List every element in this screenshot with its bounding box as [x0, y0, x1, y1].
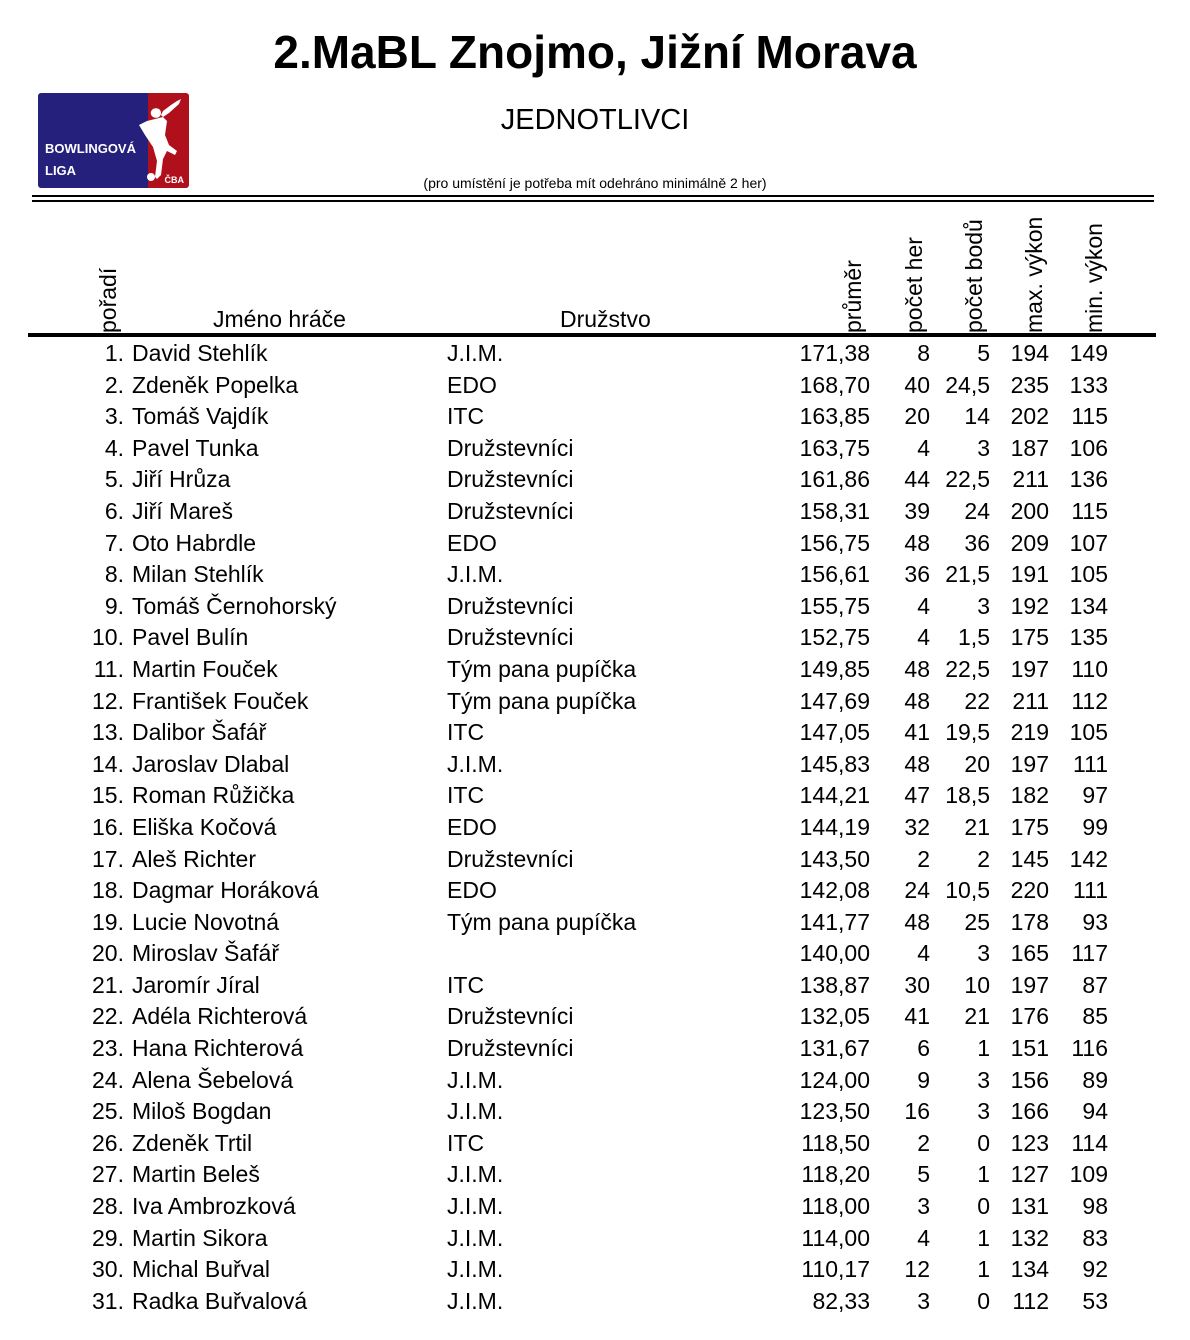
- points-cell: 22,5: [945, 655, 990, 682]
- points-cell: 22,5: [945, 466, 990, 493]
- points-cell: 18,5: [945, 782, 990, 809]
- rank-cell: 19.: [92, 908, 124, 935]
- team-cell: Družstevníci: [447, 845, 574, 872]
- min-score-cell: 111: [1073, 877, 1108, 904]
- max-score-cell: 123: [1010, 1129, 1049, 1156]
- team-cell: Tým pana pupíčka: [447, 908, 637, 935]
- team-cell: Družstevníci: [447, 1035, 574, 1062]
- average-cell: 156,75: [799, 529, 870, 556]
- rank-cell: 16.: [92, 813, 124, 840]
- games-cell: 48: [904, 529, 930, 556]
- table-row: [0, 844, 1190, 876]
- team-cell: Družstevníci: [447, 592, 574, 619]
- points-cell: 3: [977, 434, 990, 461]
- points-cell: 24,5: [945, 371, 990, 398]
- max-score-cell: 197: [1010, 750, 1049, 777]
- points-cell: 0: [977, 1193, 990, 1220]
- player-name-cell: Oto Habrdle: [132, 529, 257, 556]
- min-score-cell: 112: [1071, 687, 1108, 714]
- header-double-rule: [32, 195, 1154, 202]
- page-subtitle: JEDNOTLIVCI: [500, 104, 690, 136]
- min-score-cell: 97: [1082, 782, 1108, 809]
- player-name-cell: Aleš Richter: [132, 845, 256, 872]
- average-cell: 143,50: [799, 845, 870, 872]
- player-name-cell: Radka Buřvalová: [132, 1287, 308, 1314]
- player-name-cell: Jiří Hrůza: [132, 466, 231, 493]
- table-row: [0, 1223, 1190, 1255]
- max-score-cell: 127: [1010, 1161, 1049, 1188]
- player-name-cell: Tomáš Vajdík: [132, 403, 269, 430]
- table-row: [0, 749, 1190, 781]
- table-row: [0, 875, 1190, 907]
- rank-cell: 7.: [104, 529, 124, 556]
- points-cell: 36: [964, 529, 990, 556]
- average-cell: 114,00: [801, 1224, 870, 1251]
- points-cell: 3: [977, 592, 990, 619]
- player-name-cell: Dagmar Horáková: [132, 877, 319, 904]
- player-name-cell: František Fouček: [132, 687, 309, 714]
- player-name-cell: Dalibor Šafář: [132, 719, 267, 746]
- min-score-cell: 116: [1071, 1035, 1108, 1062]
- rank-cell: 18.: [92, 877, 124, 904]
- rank-cell: 22.: [92, 1003, 124, 1030]
- games-cell: 3: [917, 1287, 930, 1314]
- points-cell: 0: [977, 1287, 990, 1314]
- games-cell: 4: [917, 624, 930, 651]
- col-header-rank: pořadí: [95, 267, 121, 333]
- table-row: [0, 907, 1190, 939]
- max-score-cell: 112: [1012, 1287, 1049, 1314]
- rank-cell: 15.: [92, 782, 124, 809]
- team-cell: J.I.M.: [447, 340, 504, 366]
- team-cell: J.I.M.: [447, 750, 504, 777]
- player-name-cell: Jaroslav Dlabal: [132, 750, 290, 777]
- min-score-cell: 87: [1082, 971, 1108, 998]
- games-cell: 40: [904, 371, 930, 398]
- col-header-team: Družstvo: [560, 306, 651, 332]
- col-header-average: průměr: [840, 260, 866, 333]
- team-cell: Tým pana pupíčka: [447, 655, 637, 682]
- min-score-cell: 83: [1082, 1224, 1108, 1251]
- points-cell: 1: [977, 1161, 990, 1188]
- table-row: [0, 1001, 1190, 1033]
- games-cell: 47: [904, 782, 930, 809]
- rank-cell: 8.: [104, 561, 124, 588]
- table-row: [0, 1191, 1190, 1223]
- team-cell: J.I.M.: [447, 1224, 504, 1251]
- min-score-cell: 114: [1071, 1129, 1108, 1156]
- max-score-cell: 220: [1010, 877, 1049, 904]
- max-score-cell: 134: [1010, 1256, 1049, 1283]
- average-cell: 163,75: [799, 434, 870, 461]
- min-score-cell: 111: [1073, 750, 1108, 777]
- min-score-cell: 134: [1069, 592, 1108, 619]
- max-score-cell: 202: [1010, 403, 1049, 430]
- team-cell: EDO: [447, 877, 497, 904]
- team-cell: ITC: [447, 971, 485, 998]
- min-score-cell: 115: [1071, 403, 1108, 430]
- team-cell: ITC: [447, 403, 485, 430]
- games-cell: 2: [917, 845, 930, 872]
- average-cell: 110,17: [801, 1256, 870, 1283]
- player-name-cell: Eliška Kočová: [132, 813, 277, 840]
- max-score-cell: 187: [1010, 434, 1049, 461]
- table-row: [0, 654, 1190, 686]
- games-cell: 12: [904, 1256, 930, 1283]
- min-score-cell: 110: [1071, 655, 1108, 682]
- player-name-cell: Pavel Tunka: [132, 434, 259, 461]
- points-cell: 21: [964, 1003, 990, 1030]
- max-score-cell: 209: [1010, 529, 1049, 556]
- player-name-cell: David Stehlík: [132, 340, 268, 366]
- average-cell: 152,75: [799, 624, 870, 651]
- table-row: [0, 1033, 1190, 1065]
- min-score-cell: 93: [1082, 908, 1108, 935]
- max-score-cell: 197: [1010, 971, 1049, 998]
- points-cell: 25: [964, 908, 990, 935]
- rank-cell: 21.: [92, 971, 124, 998]
- points-cell: 3: [977, 1066, 990, 1093]
- player-name-cell: Martin Sikora: [132, 1224, 268, 1251]
- average-cell: 141,77: [799, 908, 870, 935]
- max-score-cell: 197: [1010, 655, 1049, 682]
- points-cell: 21,5: [945, 561, 990, 588]
- team-cell: Družstevníci: [447, 466, 574, 493]
- table-row: [0, 401, 1190, 433]
- table-row: [0, 433, 1190, 465]
- logo-text-line1: BOWLINGOVÁ: [45, 141, 136, 156]
- average-cell: 147,69: [799, 687, 870, 714]
- table-row: [0, 622, 1190, 654]
- points-cell: 14: [964, 403, 990, 430]
- rank-cell: 11.: [93, 655, 124, 682]
- games-cell: 4: [917, 940, 930, 967]
- table-row: [0, 591, 1190, 623]
- min-score-cell: 107: [1069, 529, 1108, 556]
- average-cell: 171,38: [799, 340, 870, 366]
- points-cell: 21: [964, 813, 990, 840]
- games-cell: 5: [917, 1161, 930, 1188]
- col-header-games: počet her: [901, 237, 927, 333]
- min-score-cell: 115: [1071, 497, 1108, 524]
- col-header-points: počet bodů: [961, 219, 987, 333]
- team-cell: ITC: [447, 782, 485, 809]
- player-name-cell: Milan Stehlík: [132, 561, 264, 588]
- max-score-cell: 191: [1010, 561, 1049, 588]
- max-score-cell: 175: [1010, 813, 1049, 840]
- logo-text-line2: LIGA: [45, 163, 77, 178]
- team-cell: Družstevníci: [447, 1003, 574, 1030]
- player-name-cell: Lucie Novotná: [132, 908, 280, 935]
- col-header-name: Jméno hráče: [213, 306, 346, 332]
- page-title: 2.MaBL Znojmo, Jižní Morava: [273, 26, 917, 78]
- average-cell: 163,85: [799, 403, 870, 430]
- rank-cell: 5.: [104, 466, 124, 493]
- min-score-cell: 109: [1069, 1161, 1108, 1188]
- rank-cell: 27.: [92, 1161, 124, 1188]
- points-cell: 10: [964, 971, 990, 998]
- games-cell: 30: [904, 971, 930, 998]
- average-cell: 82,33: [812, 1287, 870, 1314]
- min-score-cell: 136: [1069, 466, 1108, 493]
- average-cell: 118,20: [801, 1161, 870, 1188]
- points-cell: 22: [964, 687, 990, 714]
- max-score-cell: 235: [1010, 371, 1049, 398]
- games-cell: 48: [904, 908, 930, 935]
- points-cell: 3: [977, 1098, 990, 1125]
- games-cell: 4: [917, 1224, 930, 1251]
- team-cell: J.I.M.: [447, 1098, 504, 1125]
- average-cell: 144,21: [799, 782, 870, 809]
- points-cell: 24: [964, 497, 990, 524]
- table-row: [0, 528, 1190, 560]
- team-cell: ITC: [447, 1129, 485, 1156]
- min-score-cell: 142: [1069, 845, 1108, 872]
- points-cell: 1: [977, 1035, 990, 1062]
- games-cell: 48: [904, 687, 930, 714]
- team-cell: EDO: [447, 813, 497, 840]
- rank-cell: 10.: [92, 624, 124, 651]
- min-score-cell: 89: [1082, 1066, 1108, 1093]
- points-cell: 1,5: [958, 624, 990, 651]
- table-header-rule: [28, 333, 1156, 337]
- table-row: [0, 464, 1190, 496]
- games-cell: 36: [904, 561, 930, 588]
- points-cell: 10,5: [945, 877, 990, 904]
- col-header-max: max. výkon: [1021, 216, 1047, 333]
- max-score-cell: 165: [1010, 940, 1049, 967]
- rank-cell: 6.: [104, 497, 124, 524]
- ranking-note: (pro umístění je potřeba mít odehráno minimálně 2 her): [423, 175, 767, 191]
- games-cell: 16: [904, 1098, 930, 1125]
- player-name-cell: Hana Richterová: [132, 1035, 304, 1062]
- team-cell: EDO: [447, 529, 497, 556]
- max-score-cell: 194: [1010, 340, 1049, 366]
- table-row: [0, 370, 1190, 402]
- average-cell: 124,00: [799, 1066, 870, 1093]
- team-cell: Družstevníci: [447, 434, 574, 461]
- player-name-cell: Roman Růžička: [132, 782, 295, 809]
- rank-cell: 23.: [92, 1035, 124, 1062]
- table-row: [0, 559, 1190, 591]
- games-cell: 8: [917, 340, 930, 366]
- min-score-cell: 105: [1069, 719, 1108, 746]
- team-cell: Tým pana pupíčka: [447, 687, 637, 714]
- average-cell: 131,67: [799, 1035, 870, 1062]
- min-score-cell: 117: [1071, 940, 1108, 967]
- points-cell: 2: [977, 845, 990, 872]
- player-name-cell: Martin Fouček: [132, 655, 278, 682]
- average-cell: 149,85: [799, 655, 870, 682]
- team-cell: Družstevníci: [447, 497, 574, 524]
- team-cell: Družstevníci: [447, 624, 574, 651]
- games-cell: 3: [917, 1193, 930, 1220]
- rank-cell: 24.: [92, 1066, 124, 1093]
- games-cell: 24: [904, 877, 930, 904]
- rank-cell: 26.: [92, 1129, 124, 1156]
- average-cell: 123,50: [799, 1098, 870, 1125]
- min-score-cell: 135: [1069, 624, 1108, 651]
- max-score-cell: 132: [1010, 1224, 1049, 1251]
- table-row: [0, 1159, 1190, 1191]
- standings-table: [0, 338, 1190, 1317]
- average-cell: 144,19: [799, 813, 870, 840]
- average-cell: 155,75: [799, 592, 870, 619]
- team-cell: J.I.M.: [447, 561, 504, 588]
- games-cell: 4: [917, 592, 930, 619]
- max-score-cell: 156: [1010, 1066, 1049, 1093]
- points-cell: 20: [964, 750, 990, 777]
- table-row: [0, 496, 1190, 528]
- min-score-cell: 149: [1069, 340, 1108, 366]
- table-row: [0, 780, 1190, 812]
- max-score-cell: 178: [1010, 908, 1049, 935]
- player-name-cell: Alena Šebelová: [132, 1066, 294, 1093]
- games-cell: 6: [917, 1035, 930, 1062]
- min-score-cell: 105: [1069, 561, 1108, 588]
- min-score-cell: 106: [1069, 434, 1108, 461]
- rank-cell: 9.: [104, 592, 124, 619]
- player-name-cell: Miloš Bogdan: [132, 1098, 272, 1125]
- min-score-cell: 94: [1082, 1098, 1108, 1125]
- average-cell: 118,50: [801, 1129, 870, 1156]
- rank-cell: 29.: [92, 1224, 124, 1251]
- max-score-cell: 182: [1010, 782, 1049, 809]
- average-cell: 158,31: [799, 497, 870, 524]
- max-score-cell: 211: [1012, 466, 1049, 493]
- games-cell: 41: [904, 1003, 930, 1030]
- max-score-cell: 151: [1010, 1035, 1049, 1062]
- max-score-cell: 176: [1010, 1003, 1049, 1030]
- min-score-cell: 133: [1069, 371, 1108, 398]
- average-cell: 145,83: [799, 750, 870, 777]
- points-cell: 1: [977, 1224, 990, 1251]
- games-cell: 2: [917, 1129, 930, 1156]
- points-cell: 3: [977, 940, 990, 967]
- player-name-cell: Michal Buřval: [132, 1256, 271, 1283]
- rank-cell: 2.: [104, 371, 124, 398]
- games-cell: 48: [904, 655, 930, 682]
- table-row: [0, 1096, 1190, 1128]
- max-score-cell: 211: [1012, 687, 1049, 714]
- team-cell: J.I.M.: [447, 1193, 504, 1220]
- player-name-cell: Pavel Bulín: [132, 624, 249, 651]
- table-row: [0, 1065, 1190, 1097]
- player-name-cell: Zdeněk Popelka: [132, 371, 299, 398]
- average-cell: 147,05: [799, 719, 870, 746]
- player-name-cell: Jaromír Jíral: [132, 971, 260, 998]
- max-score-cell: 192: [1010, 592, 1049, 619]
- max-score-cell: 175: [1010, 624, 1049, 651]
- games-cell: 32: [904, 813, 930, 840]
- team-cell: J.I.M.: [447, 1161, 504, 1188]
- games-cell: 48: [904, 750, 930, 777]
- average-cell: 118,00: [801, 1193, 870, 1220]
- table-row: [0, 1254, 1190, 1286]
- points-cell: 19,5: [945, 719, 990, 746]
- table-row: [0, 686, 1190, 718]
- rank-cell: 4.: [104, 434, 124, 461]
- max-score-cell: 145: [1010, 845, 1049, 872]
- min-score-cell: 53: [1082, 1287, 1108, 1314]
- team-cell: EDO: [447, 371, 497, 398]
- rank-cell: 31.: [92, 1287, 124, 1314]
- rank-cell: 12.: [92, 687, 124, 714]
- rank-cell: 13.: [92, 719, 124, 746]
- points-cell: 0: [977, 1129, 990, 1156]
- rank-cell: 3.: [104, 403, 124, 430]
- average-cell: 138,87: [799, 971, 870, 998]
- max-score-cell: 219: [1010, 719, 1049, 746]
- average-cell: 132,05: [799, 1003, 870, 1030]
- rank-cell: 1.: [104, 340, 124, 366]
- rank-cell: 30.: [92, 1256, 124, 1283]
- table-row: [0, 338, 1190, 370]
- table-row: [0, 812, 1190, 844]
- average-cell: 168,70: [799, 371, 870, 398]
- team-cell: ITC: [447, 719, 485, 746]
- games-cell: 44: [904, 466, 930, 493]
- logo-badge: ČBA: [164, 175, 184, 185]
- team-cell: J.I.M.: [447, 1066, 504, 1093]
- player-name-cell: Adéla Richterová: [132, 1003, 308, 1030]
- team-cell: J.I.M.: [447, 1287, 504, 1314]
- max-score-cell: 131: [1010, 1193, 1049, 1220]
- min-score-cell: 98: [1082, 1193, 1108, 1220]
- average-cell: 156,61: [799, 561, 870, 588]
- player-name-cell: Iva Ambrozková: [132, 1193, 296, 1220]
- table-row: [0, 717, 1190, 749]
- table-row: [0, 1286, 1190, 1318]
- min-score-cell: 99: [1082, 813, 1108, 840]
- player-name-cell: Martin Beleš: [132, 1161, 260, 1188]
- rank-cell: 20.: [92, 940, 124, 967]
- average-cell: 161,86: [799, 466, 870, 493]
- table-row: [0, 970, 1190, 1002]
- rank-cell: 14.: [92, 750, 124, 777]
- player-name-cell: Jiří Mareš: [132, 497, 233, 524]
- points-cell: 5: [977, 340, 990, 366]
- games-cell: 4: [917, 434, 930, 461]
- rank-cell: 28.: [92, 1193, 124, 1220]
- max-score-cell: 200: [1010, 497, 1049, 524]
- games-cell: 9: [917, 1066, 930, 1093]
- table-row: [0, 938, 1190, 970]
- games-cell: 41: [904, 719, 930, 746]
- table-row: [0, 1128, 1190, 1160]
- min-score-cell: 92: [1082, 1256, 1108, 1283]
- player-name-cell: Miroslav Šafář: [132, 940, 279, 967]
- team-cell: J.I.M.: [447, 1256, 504, 1283]
- min-score-cell: 85: [1082, 1003, 1108, 1030]
- player-name-cell: Zdeněk Trtil: [132, 1129, 253, 1156]
- games-cell: 20: [904, 403, 930, 430]
- col-header-min: min. výkon: [1081, 223, 1107, 333]
- average-cell: 140,00: [799, 940, 870, 967]
- points-cell: 1: [977, 1256, 990, 1283]
- games-cell: 39: [904, 497, 930, 524]
- max-score-cell: 166: [1010, 1098, 1049, 1125]
- player-name-cell: Tomáš Černohorský: [132, 592, 337, 619]
- rank-cell: 17.: [92, 845, 124, 872]
- average-cell: 142,08: [799, 877, 870, 904]
- rank-cell: 25.: [92, 1098, 124, 1125]
